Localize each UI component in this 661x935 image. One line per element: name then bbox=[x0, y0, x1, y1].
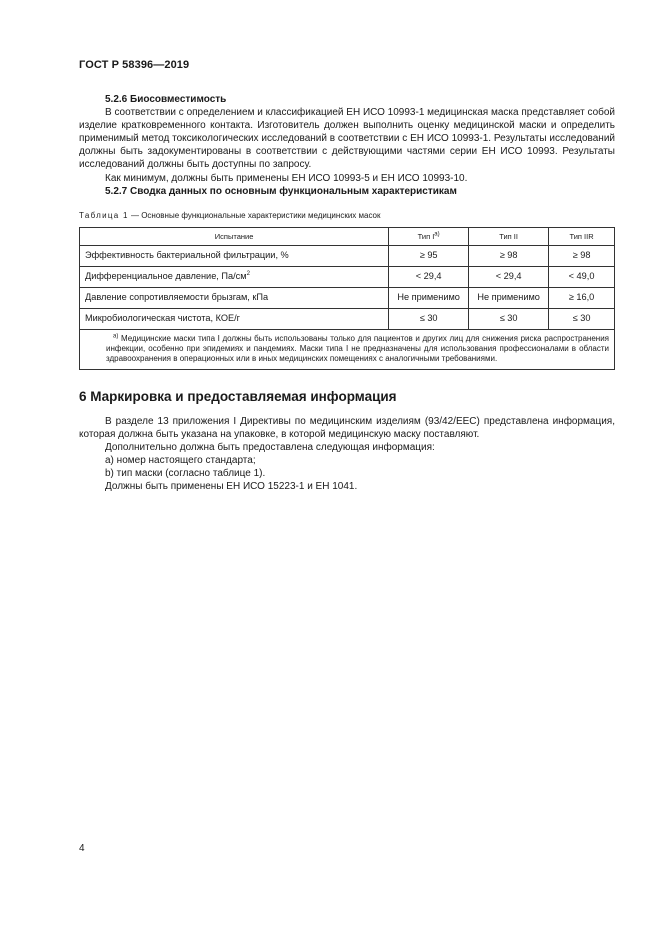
table-row bbox=[80, 308, 615, 329]
cell-test: Микробиологическая чистота, КОЕ/г bbox=[80, 308, 389, 329]
header-type-2r: Тип IIR bbox=[549, 227, 615, 245]
cell-type-1: ≤ 30 bbox=[389, 308, 469, 329]
section-5-2-6-paragraph-2: Как минимум, должны быть применены ЕН ИСО 10993-5 и ЕН ИСО 10993-10. bbox=[105, 172, 468, 184]
cell-test: Дифференциальное давление, $Па/см^2$ bbox=[80, 266, 389, 287]
table-footnote-row bbox=[80, 329, 615, 369]
table-footnote bbox=[80, 329, 615, 369]
list-item: a) номер настоящего стандарта; bbox=[105, 455, 256, 467]
page-number: 4 bbox=[79, 843, 85, 854]
table-caption bbox=[79, 211, 615, 221]
table-header-row bbox=[80, 227, 615, 245]
page-content bbox=[79, 93, 615, 493]
section-5-2-6-paragraph-1: В соответствии с определением и классификацией ЕН ИСО 10993-1 медицинская маска представляет собой изделие кратковременного контакта. Изготовитель должен выполнить оценку медицинской маски и определить применимый метод токсикологических исследований в соответствии с ЕН ИСО 10993-1. Результаты исследований должны быть задокументированы в соответствии с действующими частями серии ЕН ИСО 10993. Результаты исследований должны быть доступны по запросу. bbox=[79, 107, 616, 171]
cell-type-2: ≤ 30 bbox=[469, 308, 549, 329]
table-caption-text: — Основные функциональные характеристики медицинских масок bbox=[128, 210, 381, 220]
section-6-paragraph-3: Должны быть применены ЕН ИСО 15223-1 и ЕН 1041. bbox=[105, 481, 358, 493]
cell-type-2: ≥ 98 bbox=[469, 245, 549, 266]
cell-type-2: Не применимо bbox=[469, 287, 549, 308]
cell-type-2r: < 49,0 bbox=[549, 266, 615, 287]
table-row bbox=[80, 266, 615, 287]
list-item: b) тип маски (согласно таблице 1). bbox=[105, 468, 266, 480]
table-row bbox=[80, 245, 615, 266]
section-5-2-6-heading: 5.2.6 Биосовместимость bbox=[105, 94, 227, 105]
cell-test: Давление сопротивляемости брызгам, кПа bbox=[80, 287, 389, 308]
characteristics-table bbox=[79, 227, 615, 370]
section-6-paragraph-2: Дополнительно должна быть предоставлена следующая информация: bbox=[105, 441, 435, 453]
section-6-heading: 6 Маркировка и предоставляемая информация bbox=[79, 388, 397, 404]
cell-type-1: Не применимо bbox=[389, 287, 469, 308]
unit-superscript: 2 bbox=[246, 271, 250, 278]
header-type-1: Тип $I^{a)}$ bbox=[389, 227, 469, 245]
cell-type-2r: ≥ 98 bbox=[549, 245, 615, 266]
table-row bbox=[80, 287, 615, 308]
document-header: ГОСТ Р 58396—2019 bbox=[79, 59, 190, 71]
cell-type-1: < 29,4 bbox=[389, 266, 469, 287]
cell-type-2: < 29,4 bbox=[469, 266, 549, 287]
table-caption-label: Таблица 1 bbox=[79, 210, 129, 220]
cell-type-2r: ≤ 30 bbox=[549, 308, 615, 329]
header-type-2: Тип II bbox=[469, 227, 549, 245]
cell-type-1: ≥ 95 bbox=[389, 245, 469, 266]
footnote-text: Медицинские маски типа I должны быть использованы только для пациентов и других лиц для снижения риска распространения инфекции, особенно при эпидемиях и пандемиях. Маски типа I не предназначены для использования профессионалами в области здравоохранения в операционных или в иных медицинских помещениях с аналогичными требованиями. bbox=[106, 333, 609, 364]
cell-type-2r: ≥ 16,0 bbox=[549, 287, 615, 308]
section-6-paragraph-1: В разделе 13 приложения I Директивы по медицинским изделиям (93/42/EEC) представлена информация, которая должна быть указана на упаковке, в которой медицинскую маску поставляют. bbox=[79, 415, 615, 440]
section-5-2-7-heading: 5.2.7 Сводка данных по основным функциональным характеристикам bbox=[105, 185, 457, 197]
footnote-mark: a) bbox=[113, 333, 119, 340]
footnote-ref: a) bbox=[434, 231, 440, 238]
header-test: Испытание bbox=[80, 227, 389, 245]
cell-test: Эффективность бактериальной фильтрации, % bbox=[80, 245, 389, 266]
